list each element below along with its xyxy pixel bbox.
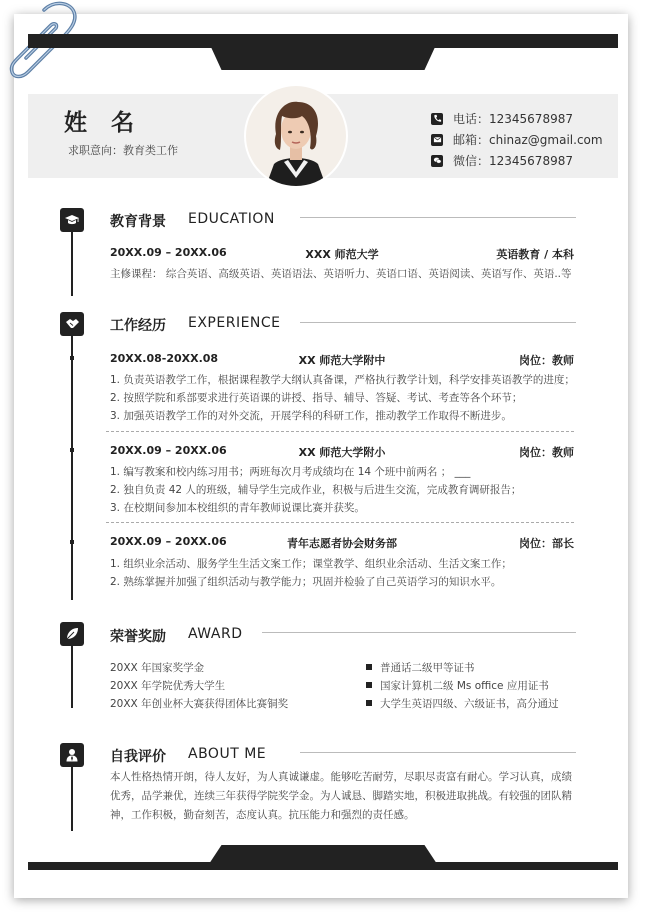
job-item: 1. 负责英语教学工作，根据课程教学大纲认真备课，严格执行教学计划，科学安排英语教学的进度； bbox=[110, 374, 575, 386]
timeline-tick bbox=[70, 356, 74, 360]
about-title-en: ABOUT ME bbox=[188, 746, 267, 762]
award-left-item: 20XX 年学院优秀大学生 bbox=[110, 680, 226, 692]
job-row bbox=[110, 444, 574, 457]
education-title-en: EDUCATION bbox=[188, 211, 275, 227]
profile-photo bbox=[246, 86, 346, 186]
contact-wechat-text: 微信：12345678987 bbox=[453, 154, 573, 168]
handshake-icon bbox=[60, 312, 84, 336]
award-title-rule bbox=[262, 632, 576, 633]
phone-icon bbox=[431, 113, 443, 125]
contact-wechat bbox=[431, 152, 573, 169]
timeline-line-experience bbox=[71, 336, 73, 600]
job-row bbox=[110, 535, 574, 548]
timeline-line-education bbox=[71, 232, 73, 296]
award-left-item: 20XX 年创业杯大赛获得团体比赛铜奖 bbox=[110, 698, 289, 710]
award-right-text: 大学生英语四级、六级证书，高分通过 bbox=[380, 698, 559, 710]
experience-title-cn: 工作经历 bbox=[110, 318, 166, 334]
education-date: 20XX.09 – 20XX.06 bbox=[110, 246, 227, 259]
job-item: 1. 编写教案和校内练习用书；两班每次月考成绩均在 14 个班中前两名 ； ___ bbox=[110, 466, 471, 478]
job-item: 3. 在校期间参加本校组织的青年教师说课比赛并获奖。 bbox=[110, 502, 365, 514]
person-icon bbox=[60, 743, 84, 767]
job-date: 20XX.09 – 20XX.06 bbox=[110, 444, 227, 457]
job-item: 1. 组织业余活动、服务学生生活文案工作；课堂教学、组织业余活动、生活文案工作； bbox=[110, 558, 512, 570]
about-title-rule bbox=[300, 752, 576, 753]
bullet-icon bbox=[366, 700, 372, 706]
education-title-rule bbox=[300, 217, 576, 218]
job-item: 2. 独自负责 42 人的班级，辅导学生完成作业，积极与后进生交流，完成教育调研报告； bbox=[110, 484, 522, 496]
education-school: XXX 师范大学 bbox=[305, 248, 379, 261]
timeline-line-about bbox=[71, 767, 73, 831]
job-position: 岗位：教师 bbox=[519, 446, 574, 459]
bullet-icon bbox=[366, 682, 372, 688]
job-divider bbox=[106, 522, 574, 523]
job-intent: 求职意向：教育类工作 bbox=[68, 144, 178, 157]
job-org: XX 师范大学附中 bbox=[298, 354, 386, 367]
timeline-tick bbox=[70, 540, 74, 544]
award-right-item bbox=[366, 696, 559, 711]
award-title-cn: 荣誉奖励 bbox=[110, 629, 166, 645]
award-right-item bbox=[366, 678, 549, 693]
job-date: 20XX.08-20XX.08 bbox=[110, 352, 219, 365]
job-row bbox=[110, 352, 574, 365]
contact-email bbox=[431, 131, 603, 148]
award-right-item bbox=[366, 660, 475, 675]
job-org: XX 师范大学附小 bbox=[298, 446, 386, 459]
award-right-text: 普通话二级甲等证书 bbox=[380, 662, 475, 674]
education-courses: 主修课程： 综合英语、高级英语、英语语法、英语听力、英语口语、英语阅读、英语写作、英语..等 bbox=[110, 268, 572, 280]
job-org: 青年志愿者协会财务部 bbox=[287, 537, 397, 550]
leaf-icon bbox=[60, 622, 84, 646]
award-left-item: 20XX 年国家奖学金 bbox=[110, 662, 205, 674]
contact-phone-text: 电话：12345678987 bbox=[453, 112, 573, 126]
candidate-name: 姓 名 bbox=[64, 110, 143, 136]
experience-title-rule bbox=[300, 322, 576, 323]
job-divider bbox=[106, 431, 574, 432]
job-item: 2. 按照学院和系部要求进行英语课的讲授、指导、辅导、答疑、考试、考查等各个环节； bbox=[110, 392, 523, 404]
mail-icon bbox=[431, 134, 443, 146]
timeline-line-award bbox=[71, 646, 73, 708]
timeline-tick bbox=[70, 448, 74, 452]
contact-email-text: 邮箱：chinaz@gmail.com bbox=[453, 133, 603, 147]
award-right-text: 国家计算机二级 Ms office 应用证书 bbox=[380, 680, 549, 692]
award-title-en: AWARD bbox=[188, 626, 243, 642]
education-major: 英语教育 / 本科 bbox=[496, 248, 574, 261]
job-date: 20XX.09 – 20XX.06 bbox=[110, 535, 227, 548]
top-cap bbox=[205, 34, 441, 70]
wechat-icon bbox=[431, 155, 443, 167]
experience-title-en: EXPERIENCE bbox=[188, 315, 281, 331]
education-title-cn: 教育背景 bbox=[110, 214, 166, 230]
job-position: 岗位：部长 bbox=[519, 537, 574, 550]
about-title-cn: 自我评价 bbox=[110, 749, 166, 765]
education-row bbox=[110, 246, 574, 259]
job-item: 2. 熟练掌握并加强了组织活动与教学能力；巩固并检验了自己英语学习的知识水平。 bbox=[110, 576, 502, 588]
bullet-icon bbox=[366, 664, 372, 670]
about-text: 本人性格热情开朗，待人友好，为人真诚谦虚。能够吃苦耐劳，尽职尽责富有耐心。学习认真，成绩优秀，品学兼优，连续三年获得学院奖学金。为人诚恳、脚踏实地，积极进取挑战。有较强的团队精神，工作积极，勤奋刻苦，态度认真。抗压能力和强烈的责任感。 bbox=[110, 771, 572, 821]
job-position: 岗位：教师 bbox=[519, 354, 574, 367]
graduation-cap-icon bbox=[60, 208, 84, 232]
bottom-bar bbox=[28, 862, 618, 870]
job-item: 3. 加强英语教学工作的对外交流，开展学科的科研工作，推动教学工作取得不断进步。 bbox=[110, 410, 512, 422]
contact-phone bbox=[431, 110, 573, 127]
